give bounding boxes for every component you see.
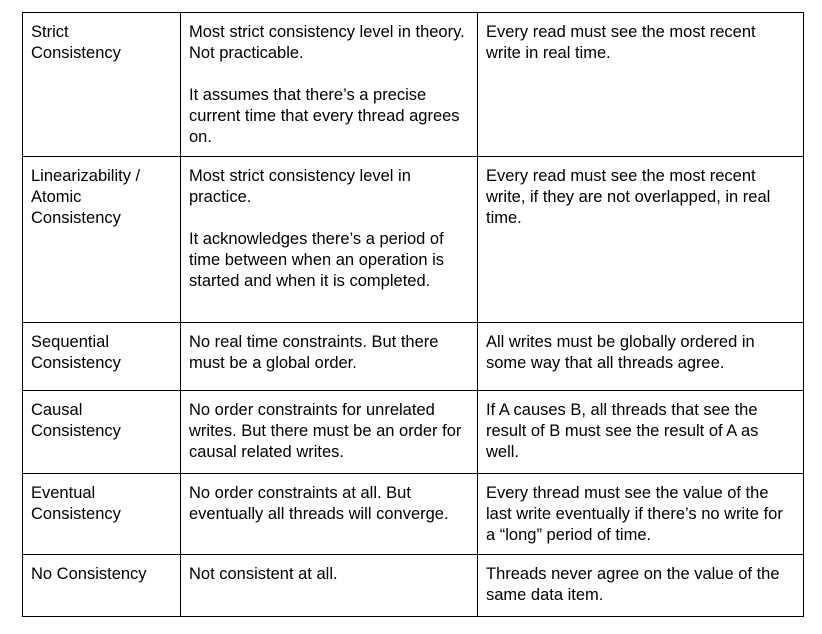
description-paragraph: Not consistent at all. — [189, 565, 338, 583]
description-cell — [181, 157, 478, 323]
table-row — [23, 157, 804, 323]
term-cell — [23, 391, 181, 474]
table-row — [23, 474, 804, 555]
description-paragraph: No order constraints for unrelated writes. But there must be an order for causal related writes. — [189, 401, 462, 461]
term-line: Causal — [31, 401, 83, 419]
description-paragraph: No order constraints at all. But eventually all threads will converge. — [189, 484, 449, 523]
table-row — [23, 323, 804, 391]
term-cell — [23, 323, 181, 391]
description-cell — [181, 391, 478, 474]
rule-text: Every read must see the most recent write in real time. — [486, 23, 756, 62]
table-row — [23, 391, 804, 474]
term-line: Consistency — [31, 209, 121, 227]
term-cell — [23, 555, 181, 617]
term-line: Sequential — [31, 333, 109, 351]
description-cell — [181, 474, 478, 555]
term-line: Eventual — [31, 484, 96, 502]
description-paragraph: It assumes that there’s a precise current time that every thread agrees on. — [189, 86, 460, 146]
rule-text: Every thread must see the value of the last write eventually if there’s no write for a “long” period of time. — [486, 484, 783, 544]
term-cell — [23, 157, 181, 323]
term-line: Consistency — [31, 354, 121, 372]
rule-cell — [478, 323, 804, 391]
rule-cell — [478, 474, 804, 555]
rule-text: Every read must see the most recent write, if they are not overlapped, in real time. — [486, 167, 771, 227]
rule-cell — [478, 157, 804, 323]
term-cell — [23, 13, 181, 157]
consistency-models-table — [22, 12, 804, 617]
description-paragraph: No real time constraints. But there must be a global order. — [189, 333, 439, 372]
rule-cell — [478, 555, 804, 617]
rule-text: All writes must be globally ordered in some way that all threads agree. — [486, 333, 755, 372]
term-line: No Consistency — [31, 565, 147, 583]
description-cell — [181, 13, 478, 157]
description-paragraph: Most strict consistency level in practice. — [189, 167, 411, 206]
term-line: Atomic — [31, 188, 82, 206]
rule-cell — [478, 391, 804, 474]
description-cell — [181, 323, 478, 391]
table-row — [23, 555, 804, 617]
rule-cell — [478, 13, 804, 157]
term-line: Strict — [31, 23, 69, 41]
term-line: Consistency — [31, 505, 121, 523]
table-row — [23, 13, 804, 157]
rule-text: Threads never agree on the value of the same data item. — [486, 565, 780, 604]
description-paragraph: Most strict consistency level in theory. Not practicable. — [189, 23, 465, 62]
term-line: Linearizability / — [31, 167, 141, 185]
term-line: Consistency — [31, 422, 121, 440]
description-paragraph: It acknowledges there’s a period of time between when an operation is started and when it is completed. — [189, 230, 444, 290]
rule-text: If A causes B, all threads that see the result of B must see the result of A as well. — [486, 401, 759, 461]
description-cell — [181, 555, 478, 617]
term-cell — [23, 474, 181, 555]
term-line: Consistency — [31, 44, 121, 62]
